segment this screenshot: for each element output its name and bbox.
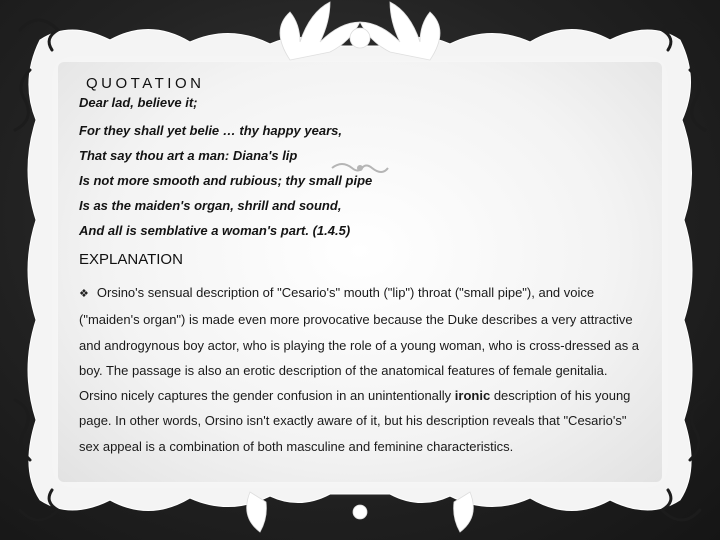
quote-line-2: For they shall yet belie … thy happy years, <box>79 123 342 138</box>
quote-citation: (1.4.5) <box>312 223 351 238</box>
diamond-bullet-icon: ❖ <box>79 288 89 300</box>
explanation-text-before: Orsino's sensual description of "Cesario's" mouth ("lip") throat ("small pipe"), and voice ("maiden's organ") is made even more provocative because the Duke describes a very attractive and androgynous boy actor, who is playing the role of a young woman, who is cross-dressed as a boy. The passage is also an erotic description of the anatomical features of female genitalia. Orsino nicely captures the gender confusion in an unintentionally <box>79 285 640 404</box>
quote-line-4: Is not more smooth and rubious; thy small pipe <box>79 173 373 188</box>
explanation-paragraph <box>79 280 645 459</box>
quote-line-1: Dear lad, believe it; <box>79 95 198 110</box>
quote-line-6 <box>79 223 350 238</box>
quote-line-3: That say thou art a man: Diana's lip <box>79 148 298 163</box>
explanation-emphasis: ironic <box>454 388 491 404</box>
explanation-text-after: description of his young page. In other words, Orsino isn't exactly aware of it, but his description reveals that "Cesario's" sex appeal is a combination of both masculine and feminine characteristics. <box>79 388 631 454</box>
quote-line-6-text: And all is semblative a woman's part. <box>79 223 309 238</box>
explanation-heading: EXPLANATION <box>79 251 183 268</box>
quotation-heading: QUOTATION <box>86 75 205 92</box>
quote-line-5: Is as the maiden's organ, shrill and sound, <box>79 198 342 213</box>
